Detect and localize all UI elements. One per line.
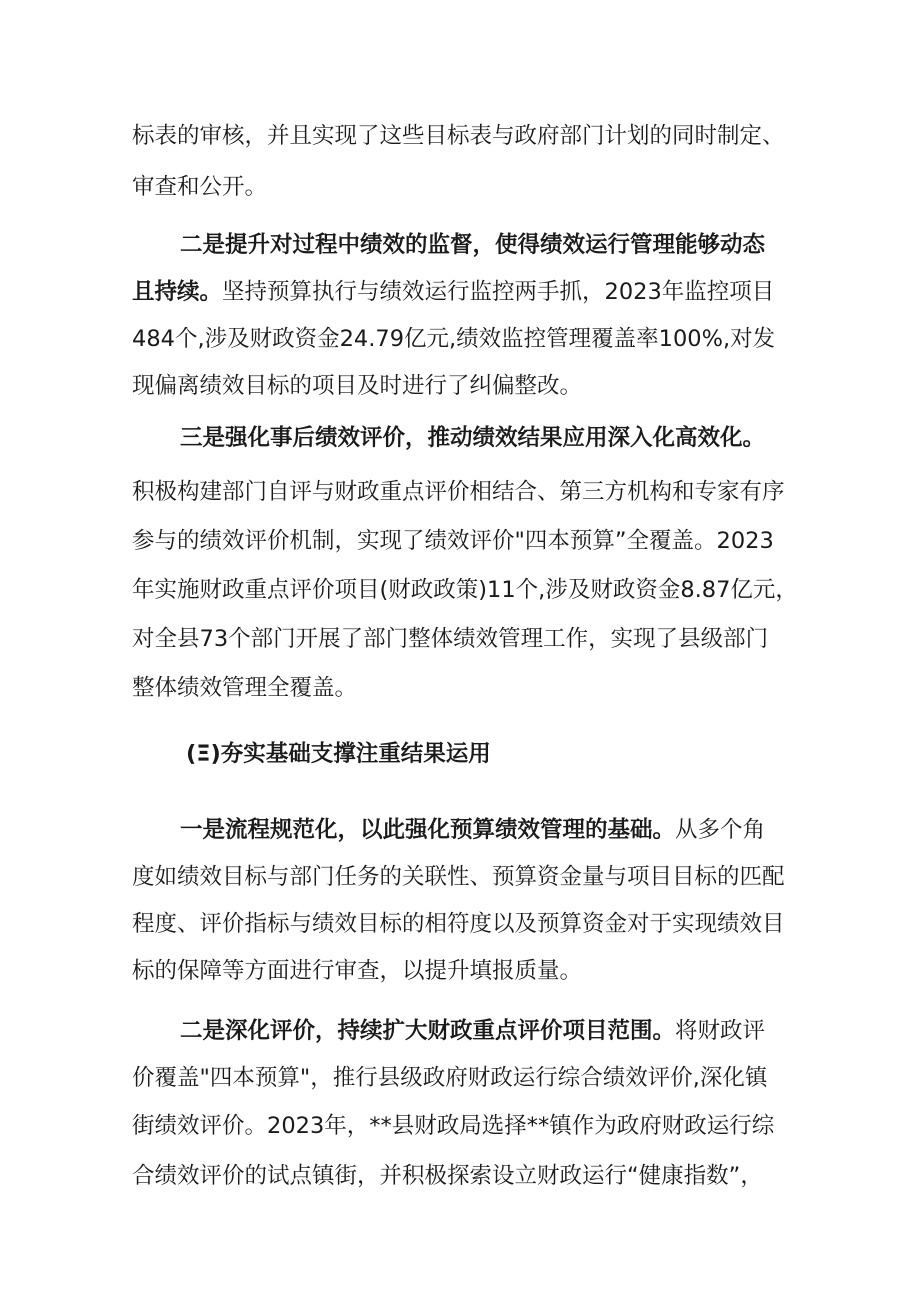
- line-text: 从多个角: [675, 817, 766, 843]
- bold-lead: 一是流程规范化，以此强化预算绩效管理的基础。: [180, 817, 676, 843]
- section-heading: [0, 734, 920, 774]
- line-text: 484个,涉及财政资金24.79亿元,绩效监控管理覆盖率100%,对发: [132, 326, 776, 352]
- bold-lead: 且持续。: [132, 279, 223, 305]
- paragraph-3-line-5: [0, 619, 920, 659]
- line-text: 程度、评价指标与绩效目标的相符度以及预算资金对于实现绩效目: [132, 911, 785, 937]
- paragraph-2-line-2: [0, 272, 920, 312]
- line-text: 合绩效评价的试点镇街，并积极探索设立财政运行“健康指数”，: [132, 1163, 763, 1189]
- paragraph-5-line-4: [0, 951, 920, 991]
- line-text: 审查和公开。: [132, 174, 268, 200]
- paragraph-6-line-1: [0, 1011, 920, 1051]
- line-text: 坚持预算执行与绩效运行监控两手抓，2023年监控项目: [222, 279, 775, 305]
- line-text: 积极构建部门自评与财政重点评价相结合、第三方机构和专家有序: [132, 479, 785, 505]
- line-text: 标表的审核，并且实现了这些目标表与政府部门计划的同时制定、: [132, 123, 785, 149]
- paragraph-3-line-3: [0, 521, 920, 561]
- bold-lead: 三是强化事后绩效评价，推动绩效结果应用深入化高效化。: [180, 425, 766, 451]
- paragraph-2-line-3: [0, 319, 920, 359]
- paragraph-5-line-2: [0, 857, 920, 897]
- paragraph-6-line-2: [0, 1058, 920, 1098]
- line-text: 价覆盖"四本预算"，推行县级政府财政运行综合绩效评价,深化镇: [132, 1065, 768, 1091]
- paragraph-1-line-1: [0, 116, 920, 156]
- paragraph-1-line-2: [0, 167, 920, 207]
- paragraph-3-line-6: [0, 668, 920, 708]
- paragraph-2-line-1: [0, 225, 920, 265]
- line-text: 现偏离绩效目标的项目及时进行了纠偏整改。: [132, 373, 583, 399]
- paragraph-3-line-1: [0, 418, 920, 458]
- paragraph-6-line-3: [0, 1106, 920, 1146]
- paragraph-3-line-2: [0, 472, 920, 512]
- paragraph-3-line-4: [0, 570, 920, 610]
- paragraph-5-line-3: [0, 904, 920, 944]
- bold-lead: 二是提升对过程中绩效的监督，使得绩效运行管理能够动态: [180, 232, 766, 258]
- bold-lead: 二是深化评价，持续扩大财政重点评价项目范围。: [180, 1018, 676, 1044]
- section-heading-text: (Ξ)夯实基础支撑注重结果运用: [186, 741, 491, 767]
- paragraph-6-line-4: [0, 1156, 920, 1196]
- paragraph-2-line-4: [0, 366, 920, 406]
- line-text: 参与的绩效评价机制，实现了绩效评价"四本预算”全覆盖。2023: [132, 528, 774, 554]
- line-text: 对全县73个部门开展了部门整体绩效管理工作，实现了县级部门: [132, 626, 769, 652]
- line-text: 街绩效评价。2023年，**县财政局选择**镇作为政府财政运行综: [132, 1113, 775, 1139]
- line-text: 将财政评: [675, 1018, 766, 1044]
- paragraph-5-line-1: [0, 810, 920, 850]
- line-text: 年实施财政重点评价项目(财政政策)11个,涉及财政资金8.87亿元，: [132, 577, 798, 603]
- line-text: 整体绩效管理全覆盖。: [132, 675, 358, 701]
- line-text: 度如绩效目标与部门任务的关联性、预算资金量与项目目标的匹配: [132, 864, 785, 890]
- line-text: 标的保障等方面进行审查，以提升填报质量。: [132, 958, 583, 984]
